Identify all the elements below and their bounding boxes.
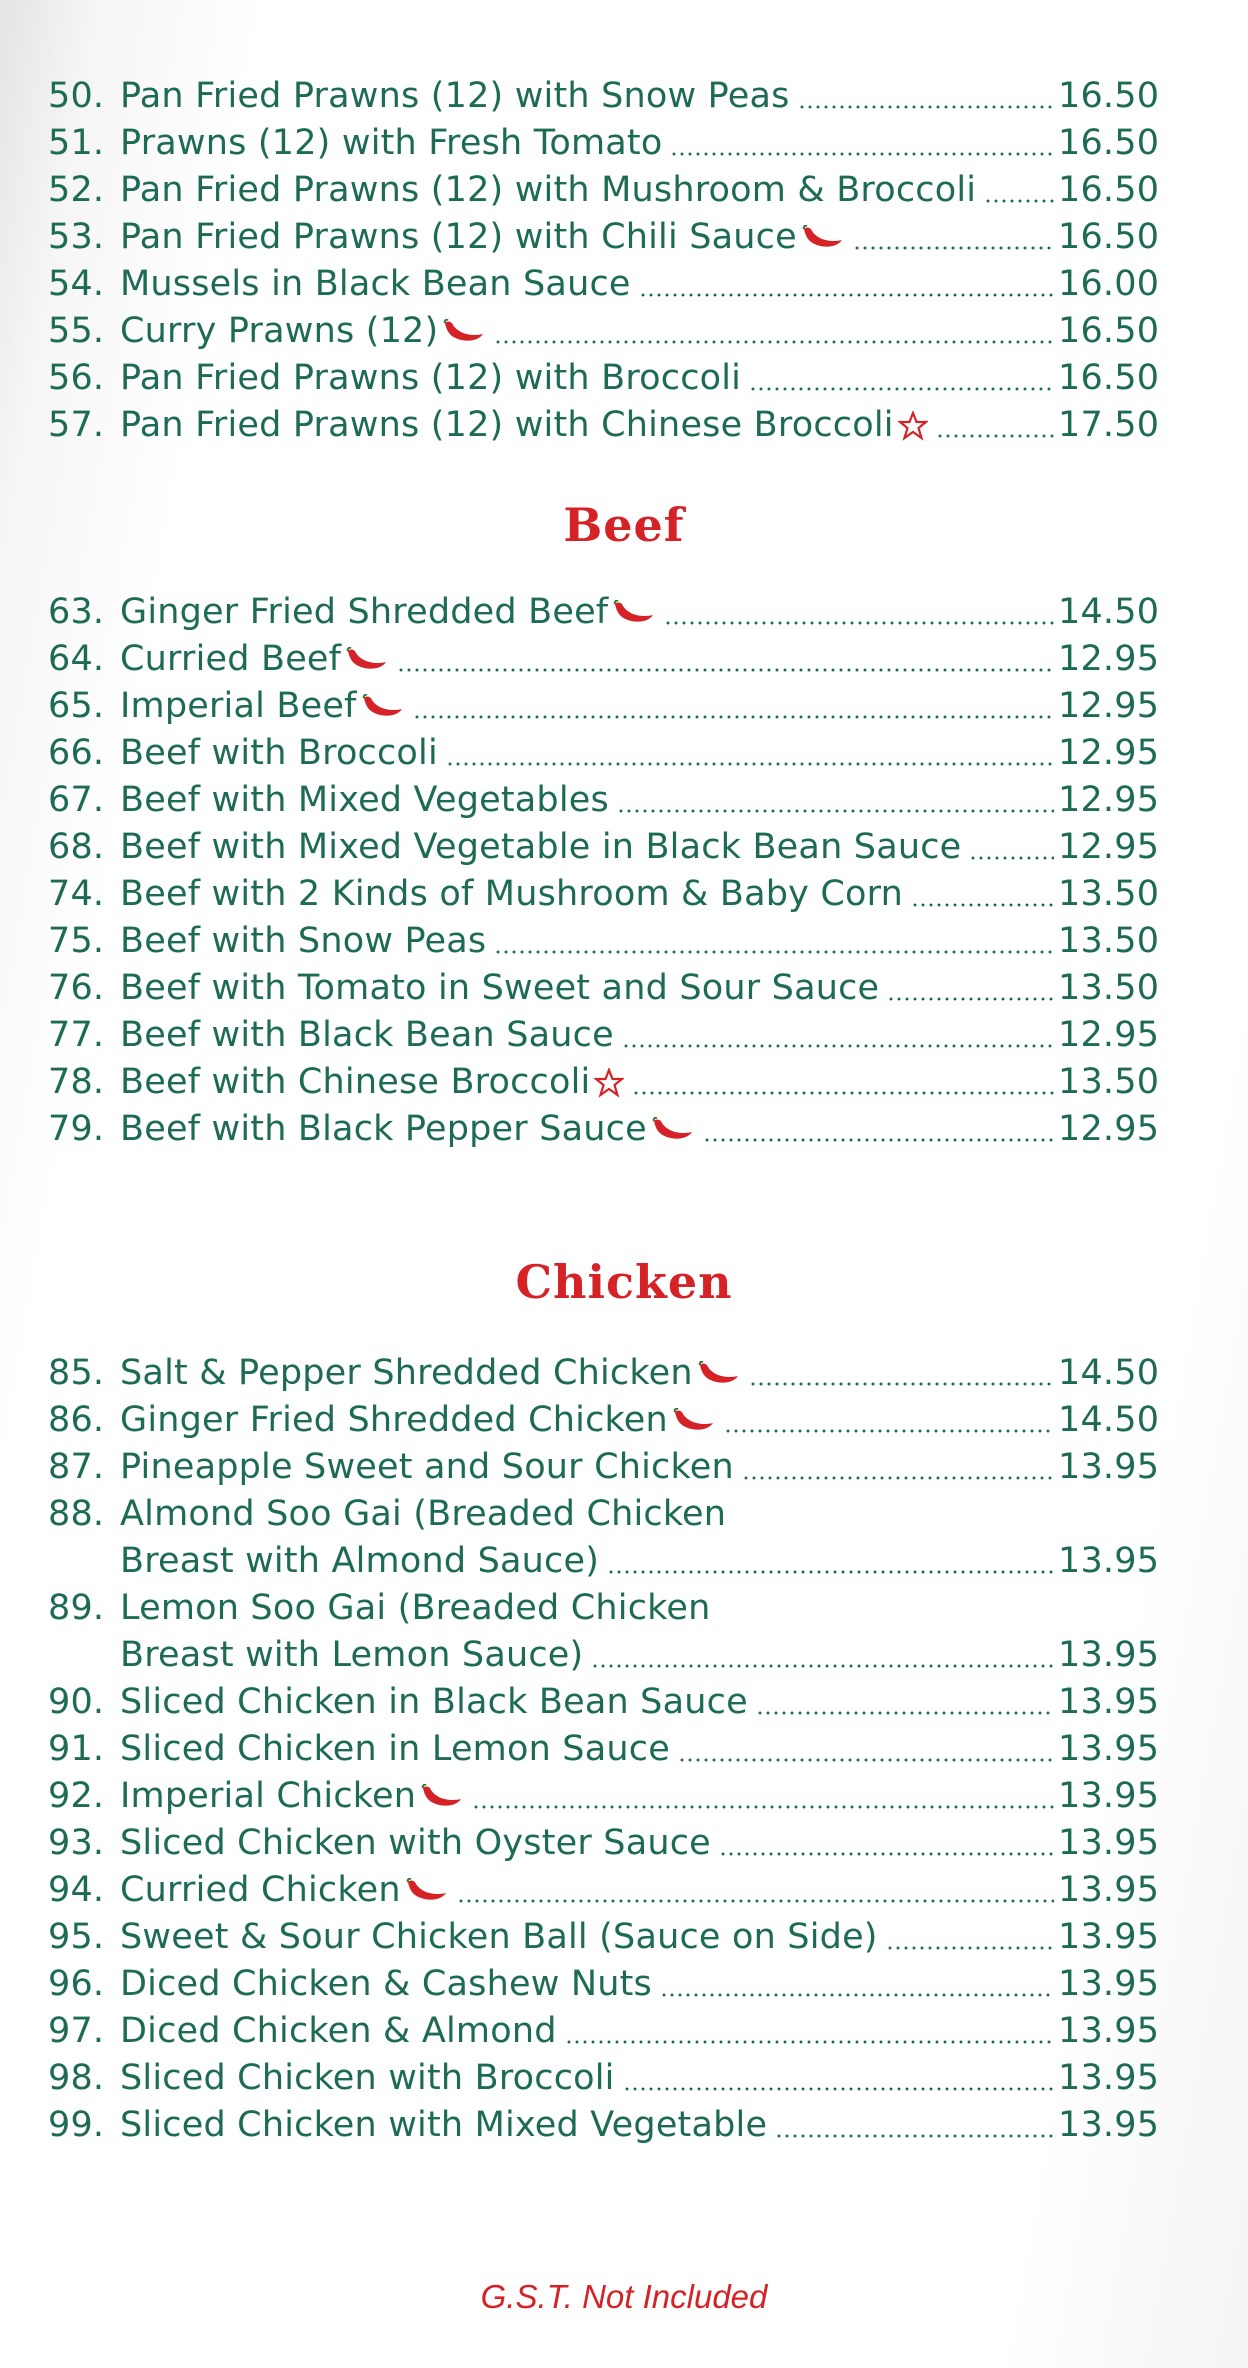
dot-leader	[622, 1044, 1054, 1048]
item-name: Pineapple Sweet and Sour Chicken	[120, 1447, 734, 1487]
item-name: Diced Chicken & Almond	[120, 2011, 557, 2051]
item-name: Pan Fried Prawns (12) with Mushroom & Broccoli	[120, 170, 977, 210]
item-name: Beef with Broccoli	[120, 733, 438, 773]
dot-leader	[494, 950, 1054, 954]
item-price: 13.95	[1058, 1729, 1160, 1769]
menu-item	[48, 2008, 1160, 2055]
item-name: Sliced Chicken with Broccoli	[120, 2058, 615, 2098]
item-price: 16.50	[1058, 358, 1160, 398]
menu-item	[48, 1914, 1160, 1961]
item-number: 55.	[48, 311, 105, 351]
item-number: 56.	[48, 358, 105, 398]
item-price: 13.95	[1058, 1823, 1160, 1863]
item-price: 13.95	[1058, 1447, 1160, 1487]
item-name: Prawns (12) with Fresh Tomato	[120, 123, 663, 163]
item-price: 12.95	[1058, 639, 1160, 679]
item-name: Beef with Snow Peas	[120, 921, 487, 961]
item-name: Imperial Chicken	[120, 1776, 417, 1816]
item-name: Ginger Fried Shredded Beef	[120, 592, 609, 632]
item-name-continued: Breast with Lemon Sauce)	[120, 1635, 584, 1675]
menu-item	[48, 1585, 1160, 1679]
item-name: Beef with Mixed Vegetables	[120, 780, 609, 820]
item-number: 51.	[48, 123, 105, 163]
item-name: Beef with 2 Kinds of Mushroom & Baby Corn	[120, 874, 904, 914]
item-number: 50.	[48, 76, 105, 116]
item-price: 13.95	[1058, 2011, 1160, 2051]
item-number: 95.	[48, 1917, 105, 1957]
menu-item	[48, 1961, 1160, 2008]
menu-item	[48, 355, 1160, 402]
item-name: Diced Chicken & Cashew Nuts	[120, 1964, 652, 2004]
chili-pepper-icon	[651, 1106, 695, 1153]
item-number: 65.	[48, 686, 105, 726]
item-price: 16.00	[1058, 264, 1160, 304]
item-number: 87.	[48, 1447, 105, 1487]
menu-item	[48, 918, 1160, 965]
item-number: 64.	[48, 639, 105, 679]
dot-leader	[413, 715, 1054, 719]
dot-leader	[724, 1429, 1054, 1433]
menu-item	[48, 777, 1160, 824]
item-number: 53.	[48, 217, 105, 257]
dot-leader	[936, 434, 1054, 438]
item-number: 86.	[48, 1400, 105, 1440]
item-name: Almond Soo Gai (Breaded Chicken	[120, 1494, 727, 1534]
dot-leader	[446, 762, 1054, 766]
menu-item	[48, 1106, 1160, 1153]
section-heading-chicken: Chicken	[515, 1255, 733, 1309]
item-price: 13.50	[1058, 968, 1160, 1008]
item-name: Sliced Chicken in Lemon Sauce	[120, 1729, 670, 1769]
item-name: Curry Prawns (12)	[120, 311, 439, 351]
item-name: Sliced Chicken in Black Bean Sauce	[120, 1682, 748, 1722]
item-number: 91.	[48, 1729, 105, 1769]
item-name: Lemon Soo Gai (Breaded Chicken	[120, 1588, 711, 1628]
item-price: 14.50	[1058, 1353, 1160, 1393]
item-price: 13.95	[1058, 2105, 1160, 2145]
menu-item	[48, 730, 1160, 777]
item-number: 67.	[48, 780, 105, 820]
menu-item	[48, 1726, 1160, 1773]
menu-item	[48, 1444, 1160, 1491]
item-price: 16.50	[1058, 311, 1160, 351]
menu-item	[48, 1491, 1160, 1585]
item-name: Beef with Mixed Vegetable in Black Bean Sauce	[120, 827, 962, 867]
menu-item	[48, 824, 1160, 871]
menu-item	[48, 1867, 1160, 1914]
item-name: Curried Beef	[120, 639, 342, 679]
item-price: 16.50	[1058, 217, 1160, 257]
dot-leader	[911, 903, 1054, 907]
item-price: 16.50	[1058, 76, 1160, 116]
menu-item	[48, 2102, 1160, 2149]
item-price: 12.95	[1058, 1015, 1160, 1055]
item-name: Sliced Chicken with Oyster Sauce	[120, 1823, 711, 1863]
item-number: 98.	[48, 2058, 105, 2098]
item-name: Curried Chicken	[120, 1870, 401, 1910]
dot-leader	[457, 1899, 1054, 1903]
item-name: Pan Fried Prawns (12) with Broccoli	[120, 358, 742, 398]
dot-leader	[591, 1664, 1054, 1668]
chili-pepper-icon	[420, 1773, 464, 1820]
item-price: 12.95	[1058, 686, 1160, 726]
item-name: Beef with Black Pepper Sauce	[120, 1109, 647, 1149]
menu-item	[48, 1012, 1160, 1059]
item-name: Beef with Chinese Broccoli	[120, 1062, 591, 1102]
dot-leader	[749, 387, 1054, 391]
item-price: 12.95	[1058, 733, 1160, 773]
chili-pepper-icon	[361, 683, 405, 730]
menu-item	[48, 308, 1160, 355]
item-price: 13.95	[1058, 1917, 1160, 1957]
item-number: 78.	[48, 1062, 105, 1102]
dot-leader	[887, 997, 1054, 1001]
dot-leader	[703, 1138, 1054, 1142]
chili-pepper-icon	[442, 308, 486, 355]
item-number: 77.	[48, 1015, 105, 1055]
menu-item	[48, 636, 1160, 683]
item-price: 13.50	[1058, 874, 1160, 914]
seafood-list	[48, 73, 1160, 449]
item-price: 13.50	[1058, 1062, 1160, 1102]
star-icon	[594, 1059, 624, 1106]
section-heading-beef: Beef	[563, 498, 685, 552]
item-name: Pan Fried Prawns (12) with Snow Peas	[120, 76, 790, 116]
item-name: Sweet & Sour Chicken Ball (Sauce on Side)	[120, 1917, 878, 1957]
item-name: Mussels in Black Bean Sauce	[120, 264, 631, 304]
menu-item	[48, 1820, 1160, 1867]
menu-item	[48, 2055, 1160, 2102]
menu-item	[48, 73, 1160, 120]
item-name: Sliced Chicken with Mixed Vegetable	[120, 2105, 768, 2145]
menu-item	[48, 167, 1160, 214]
item-price: 12.95	[1058, 780, 1160, 820]
item-price: 12.95	[1058, 827, 1160, 867]
dot-leader	[853, 246, 1054, 250]
item-number: 88.	[48, 1494, 105, 1534]
item-name: Ginger Fried Shredded Chicken	[120, 1400, 668, 1440]
dot-leader	[670, 152, 1054, 156]
item-number: 54.	[48, 264, 105, 304]
item-number: 85.	[48, 1353, 105, 1393]
menu-item	[48, 871, 1160, 918]
item-price: 14.50	[1058, 592, 1160, 632]
dot-leader	[660, 1993, 1054, 1997]
star-icon	[898, 402, 928, 449]
item-name: Pan Fried Prawns (12) with Chili Sauce	[120, 217, 797, 257]
item-name-continued: Breast with Almond Sauce)	[120, 1541, 600, 1581]
dot-leader	[617, 809, 1054, 813]
item-number: 93.	[48, 1823, 105, 1863]
chili-pepper-icon	[801, 214, 845, 261]
chili-pepper-icon	[672, 1397, 716, 1444]
item-number: 75.	[48, 921, 105, 961]
dot-leader	[565, 2040, 1054, 2044]
dot-leader	[607, 1570, 1054, 1574]
dot-leader	[639, 293, 1054, 297]
chili-pepper-icon	[345, 636, 389, 683]
dot-leader	[775, 2134, 1054, 2138]
item-price: 16.50	[1058, 123, 1160, 163]
item-price: 17.50	[1058, 405, 1160, 445]
item-number: 97.	[48, 2011, 105, 2051]
menu-item	[48, 120, 1160, 167]
item-number: 66.	[48, 733, 105, 773]
item-price: 13.95	[1058, 1541, 1160, 1581]
menu-item	[48, 1350, 1160, 1397]
item-price: 12.95	[1058, 1109, 1160, 1149]
menu-item	[48, 683, 1160, 730]
beef-list	[48, 589, 1160, 1153]
dot-leader	[664, 621, 1054, 625]
item-number: 76.	[48, 968, 105, 1008]
item-price: 16.50	[1058, 170, 1160, 210]
item-number: 68.	[48, 827, 105, 867]
item-number: 74.	[48, 874, 105, 914]
item-price: 13.95	[1058, 1964, 1160, 2004]
item-name: Imperial Beef	[120, 686, 357, 726]
dot-leader	[798, 105, 1054, 109]
chili-pepper-icon	[612, 589, 656, 636]
item-price: 13.95	[1058, 2058, 1160, 2098]
dot-leader	[749, 1382, 1054, 1386]
item-price: 14.50	[1058, 1400, 1160, 1440]
dot-leader	[623, 2087, 1054, 2091]
dot-leader	[742, 1476, 1054, 1480]
item-price: 13.95	[1058, 1870, 1160, 1910]
item-number: 52.	[48, 170, 105, 210]
dot-leader	[886, 1946, 1054, 1950]
dot-leader	[632, 1091, 1054, 1095]
menu-item	[48, 1059, 1160, 1106]
dot-leader	[984, 199, 1054, 203]
item-name: Beef with Black Bean Sauce	[120, 1015, 614, 1055]
item-number: 94.	[48, 1870, 105, 1910]
item-name: Pan Fried Prawns (12) with Chinese Broccoli	[120, 405, 894, 445]
item-number: 92.	[48, 1776, 105, 1816]
item-number: 90.	[48, 1682, 105, 1722]
item-price: 13.50	[1058, 921, 1160, 961]
menu-item	[48, 1679, 1160, 1726]
menu-item	[48, 1773, 1160, 1820]
item-number: 79.	[48, 1109, 105, 1149]
item-name: Salt & Pepper Shredded Chicken	[120, 1353, 693, 1393]
item-number: 99.	[48, 2105, 105, 2145]
menu-item	[48, 214, 1160, 261]
item-price: 13.95	[1058, 1776, 1160, 1816]
item-number: 96.	[48, 1964, 105, 2004]
item-number: 57.	[48, 405, 105, 445]
dot-leader	[719, 1852, 1054, 1856]
menu-item	[48, 589, 1160, 636]
dot-leader	[756, 1711, 1054, 1715]
menu-item	[48, 965, 1160, 1012]
dot-leader	[397, 668, 1054, 672]
tax-note: G.S.T. Not Included	[480, 2278, 768, 2315]
item-name: Beef with Tomato in Sweet and Sour Sauce	[120, 968, 880, 1008]
dot-leader	[494, 340, 1054, 344]
chicken-list	[48, 1350, 1160, 2149]
menu-item	[48, 402, 1160, 449]
dot-leader	[969, 856, 1054, 860]
menu-item	[48, 1397, 1160, 1444]
chili-pepper-icon	[697, 1350, 741, 1397]
item-number: 89.	[48, 1588, 105, 1628]
item-price: 13.95	[1058, 1682, 1160, 1722]
menu-item	[48, 261, 1160, 308]
dot-leader	[472, 1805, 1054, 1809]
item-number: 63.	[48, 592, 105, 632]
item-price: 13.95	[1058, 1635, 1160, 1675]
chili-pepper-icon	[405, 1867, 449, 1914]
dot-leader	[678, 1758, 1054, 1762]
